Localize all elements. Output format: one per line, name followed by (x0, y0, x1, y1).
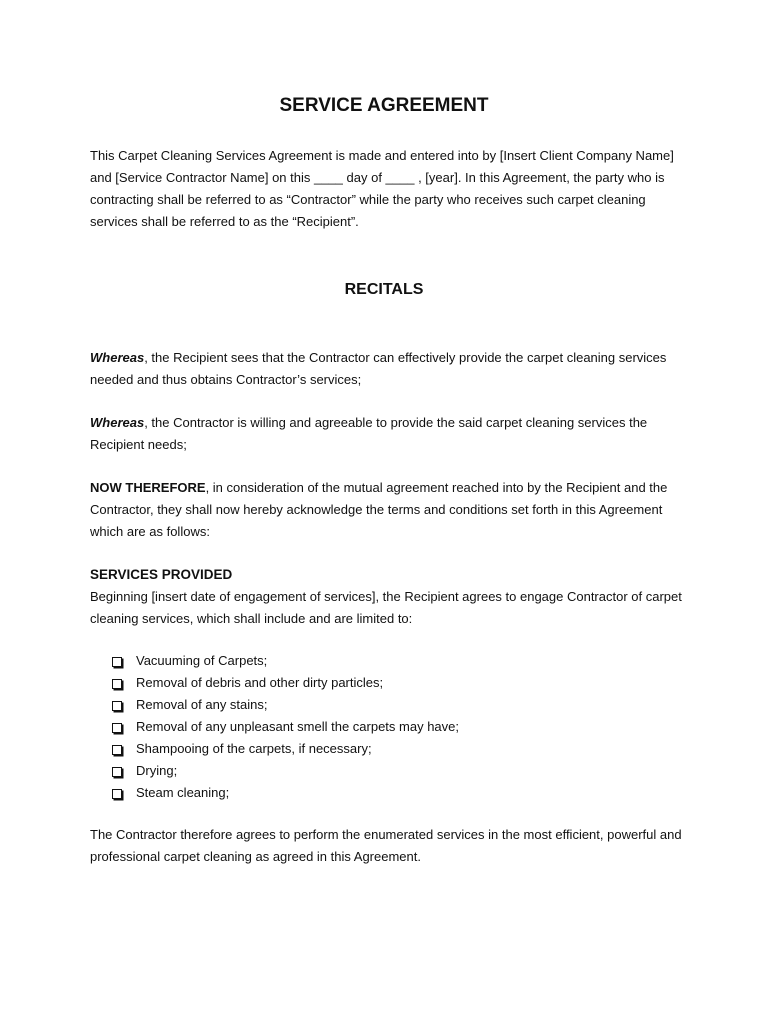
whereas-keyword: Whereas (90, 415, 145, 430)
now-therefore-text: , in consideration of the mutual agreement reached into by the Recipient and the Contractor, they shall now hereby acknowledge the terms and conditions set forth in this Agreement which are as follows: (90, 480, 668, 539)
document-page (90, 92, 690, 868)
services-list (90, 650, 690, 804)
intro-paragraph: This Carpet Cleaning Services Agreement is made and entered into by [Insert Client Company Name] and [Service Contractor Name] on this ____ day of ____ , [year]. In this Agreement, the party who is contracting shall be referred to as “Contractor” while the party who receives such carpet cleaning services shall be referred to as the “Recipient”. (90, 148, 674, 229)
checkbox-bullet-icon (112, 723, 122, 733)
services-heading: SERVICES PROVIDED (90, 567, 233, 582)
checkbox-bullet-icon (112, 745, 122, 755)
list-item (112, 782, 690, 804)
whereas-keyword: Whereas (90, 350, 145, 365)
recitals-heading: RECITALS (344, 281, 424, 298)
list-item-text: Removal of debris and other dirty particles; (136, 675, 384, 690)
closing-paragraph: The Contractor therefore agrees to perform the enumerated services in the most efficient, powerful and professional carpet cleaning as agreed in this Agreement. (90, 827, 682, 864)
list-item (112, 760, 690, 782)
list-item-text: Vacuuming of Carpets; (136, 653, 268, 668)
list-item-text: Drying; (136, 763, 178, 778)
checkbox-bullet-icon (112, 679, 122, 689)
list-item (112, 650, 690, 672)
checkbox-bullet-icon (112, 789, 122, 799)
whereas-clause-2 (90, 412, 690, 456)
list-item-text: Removal of any stains; (136, 697, 268, 712)
services-intro-paragraph: Beginning [insert date of engagement of services], the Recipient agrees to engage Contractor of carpet cleaning services, which shall include and are limited to: (90, 589, 682, 626)
list-item-text: Steam cleaning; (136, 785, 230, 800)
now-therefore-keyword: NOW THEREFORE (90, 480, 206, 495)
list-item (112, 672, 690, 694)
whereas-text: , the Contractor is willing and agreeable to provide the said carpet cleaning services the Recipient needs; (90, 415, 648, 452)
checkbox-bullet-icon (112, 767, 122, 777)
checkbox-bullet-icon (112, 657, 122, 667)
checkbox-bullet-icon (112, 701, 122, 711)
whereas-text: , the Recipient sees that the Contractor can effectively provide the carpet cleaning services needed and thus obtains Contractor’s services; (90, 350, 667, 387)
now-therefore-clause (90, 477, 690, 543)
document-title: SERVICE AGREEMENT (279, 95, 489, 116)
list-item (112, 738, 690, 760)
list-item (112, 716, 690, 738)
list-item-text: Shampooing of the carpets, if necessary; (136, 741, 372, 756)
list-item-text: Removal of any unpleasant smell the carpets may have; (136, 719, 460, 734)
list-item (112, 694, 690, 716)
whereas-clause-1 (90, 347, 690, 391)
